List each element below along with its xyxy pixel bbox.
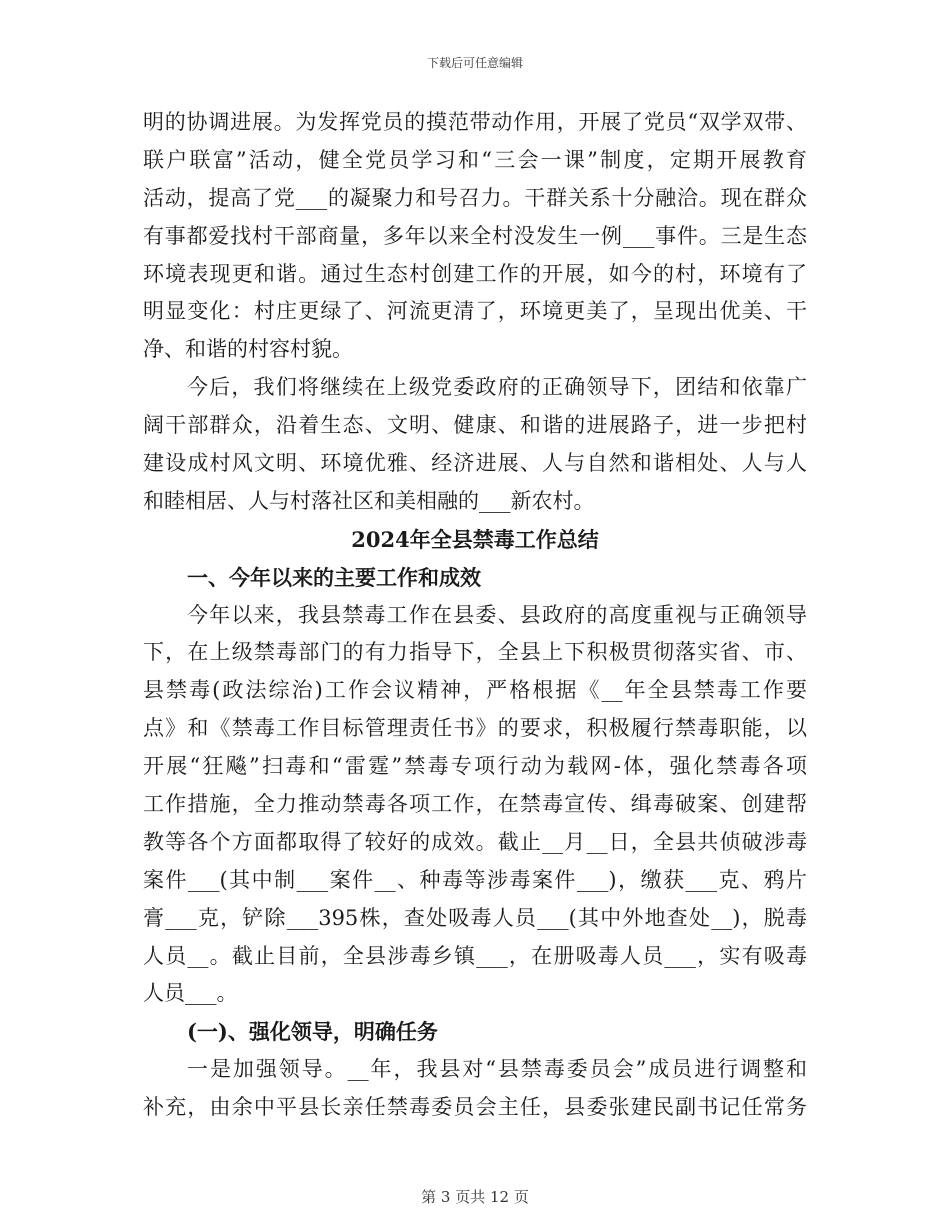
text-line: 明的协调进展。为发挥党员的摸范带动作用，开展了党员“双学双带、: [143, 110, 807, 134]
text-line: 联户联富”活动，健全党员学习和“三会一课”制度，定期开展教育: [143, 147, 807, 172]
subsection-heading: (一)、强化领导，明确任务: [187, 1019, 438, 1045]
text-line: 环境表现更和谐。通过生态村创建工作的开展，如今的村，环境有了: [143, 261, 807, 286]
text-line: 补充，由余中平县长亲任禁毒委员会主任，县委张建民副书记任常务: [143, 1095, 807, 1120]
text-line: 阔干部群众，沿着生态、文明、健康、和谐的进展路子，进一步把村: [143, 413, 807, 438]
text-line: 点》和《禁毒工作目标管理责任书》的要求，积极履行禁毒职能，以: [143, 716, 807, 741]
text-line: 案件___(其中制___案件__、种毒等涉毒案件___)，缴获___克、鸦片: [143, 867, 807, 892]
section-heading: 一、今年以来的主要工作和成效: [187, 564, 481, 590]
text-line: 工作措施，全力推动禁毒各项工作，在禁毒宣传、缉毒破案、创建帮: [143, 792, 807, 817]
text-line: 一是加强领导。__年，我县对“县禁毒委员会”成员进行调整和: [187, 1057, 807, 1082]
text-line: 有事都爱找村干部商量，多年以来全村没发生一例___事件。三是生态: [143, 223, 807, 248]
text-line: 今后，我们将继续在上级党委政府的正确领导下，团结和依靠广: [187, 375, 807, 400]
document-body: [143, 104, 807, 1127]
text-line: 人员__。截止目前，全县涉毒乡镇___，在册吸毒人员___，实有吸毒: [143, 943, 807, 968]
text-line: 教等各个方面都取得了较好的成效。截止__月__日，全县共侦破涉毒: [143, 829, 807, 854]
text-line: 明显变化：村庄更绿了、河流更清了，环境更美了，呈现出优美、干: [143, 299, 807, 324]
text-line: 下，在上级禁毒部门的有力指导下，全县上下积极贯彻落实省、市、: [143, 640, 807, 665]
document-title: 2024年全县禁毒工作总结: [351, 526, 599, 552]
text-line: 开展“狂飚”扫毒和“雷霆”禁毒专项行动为载网-体，强化禁毒各项: [143, 754, 807, 779]
text-line: 和睦相居、人与村落社区和美相融的___新农村。: [143, 488, 595, 513]
text-line: 活动，提高了党___的凝聚力和号召力。干群关系十分融洽。现在群众: [143, 185, 807, 210]
text-line: 膏___克，铲除___395株，查处吸毒人员___(其中外地查处__)，脱毒: [143, 905, 807, 930]
text-line: 今年以来，我县禁毒工作在县委、县政府的高度重视与正确领导: [187, 602, 807, 627]
page-header: 下载后可任意编辑: [426, 56, 523, 70]
page-footer: 第 3 页共 12 页: [421, 1188, 529, 1206]
text-line: 县禁毒(政法综治)工作会议精神，严格根据《__年全县禁毒工作要: [143, 678, 807, 703]
text-line: 人员___。: [143, 981, 238, 1006]
text-line: 净、和谐的村容村貌。: [143, 337, 353, 362]
text-line: 建设成村风文明、环境优雅、经济进展、人与自然和谐相处、人与人: [143, 451, 807, 476]
